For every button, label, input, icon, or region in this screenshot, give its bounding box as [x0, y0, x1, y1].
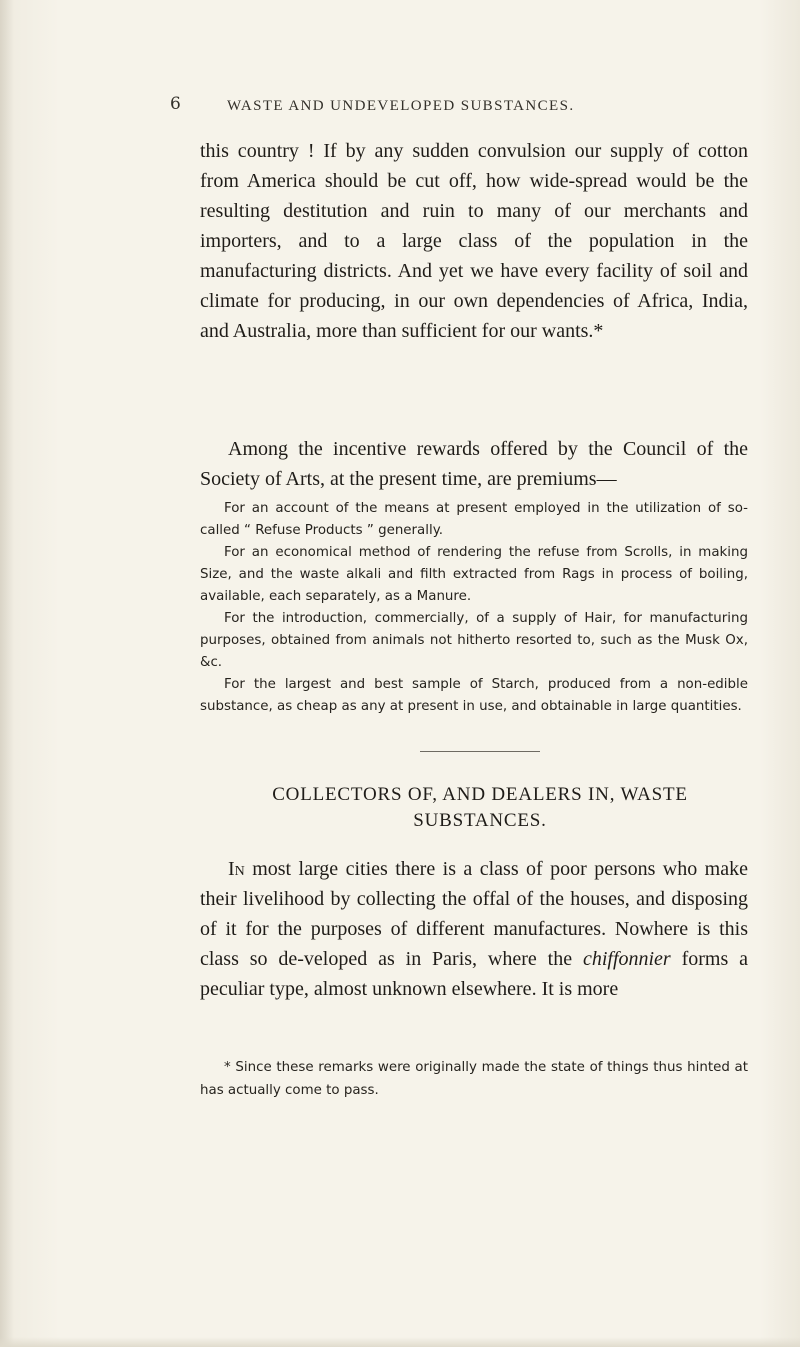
running-title: WASTE AND UNDEVELOPED SUBSTANCES.	[227, 98, 575, 114]
paragraph-tail: forms a peculiar type, almost unknown elsewhere. It is more	[200, 948, 748, 1000]
section-divider	[420, 751, 540, 752]
premium-item: For the largest and best sample of Starch, produced from a non-edible substance, as cheap as any at present in use, and obtainable in large quantities.	[200, 677, 748, 714]
italic-term: chiffonnier	[582, 948, 671, 970]
premium-item: For an economical method of rendering the refuse from Scrolls, in making Size, and the waste alkali and filth extracted from Rags in process of boiling, available, each separately, as a Manure.	[200, 545, 748, 604]
footnote: * Since these remarks were originally made the state of things thus hinted at has actually come to pass.	[200, 1060, 748, 1098]
paragraph-text	[200, 854, 748, 1004]
premium-item: For an account of the means at present employed in the utilization of so-called “ Refuse Products ” generally.	[200, 501, 748, 538]
page-edge-shadow	[0, 0, 14, 1347]
paragraph-text: Among the incentive rewards offered by the Council of the Society of Arts, at the present time, are premiums—	[200, 438, 748, 490]
paragraph-body: most large cities there is a class of poor persons who make their livelihood by collecting the offal of the houses, and disposing of it for the purposes of different manufactures. Nowhere is this class so de-veloped as in Paris, where the	[200, 858, 748, 970]
lead-word: In	[228, 858, 245, 880]
body-paragraph-premiums-intro	[200, 434, 748, 494]
paragraph-text: this country ! If by any sudden convulsion our supply of cotton from America should be cut off, how wide-spread would be the resulting destitution and ruin to many of our merchants and importers, and to a large class of the population in the manufacturing districts. And yet we have every facility of soil and climate for producing, in our own dependencies of Africa, India, and Australia, more than sufficient for our wants.*	[200, 140, 748, 342]
page-bottom-shadow	[0, 1337, 800, 1347]
premiums-list	[200, 498, 748, 718]
body-paragraph-collectors	[200, 854, 748, 1004]
premium-item: For the introduction, commercially, of a supply of Hair, for manufacturing purposes, obtained from animals not hitherto resorted to, such as the Musk Ox, &c.	[200, 611, 748, 670]
page-number: 6	[170, 94, 182, 114]
body-paragraph-cotton	[200, 136, 748, 346]
section-heading: COLLECTORS OF, AND DEALERS IN, WASTE SUBSTANCES.	[272, 784, 688, 831]
